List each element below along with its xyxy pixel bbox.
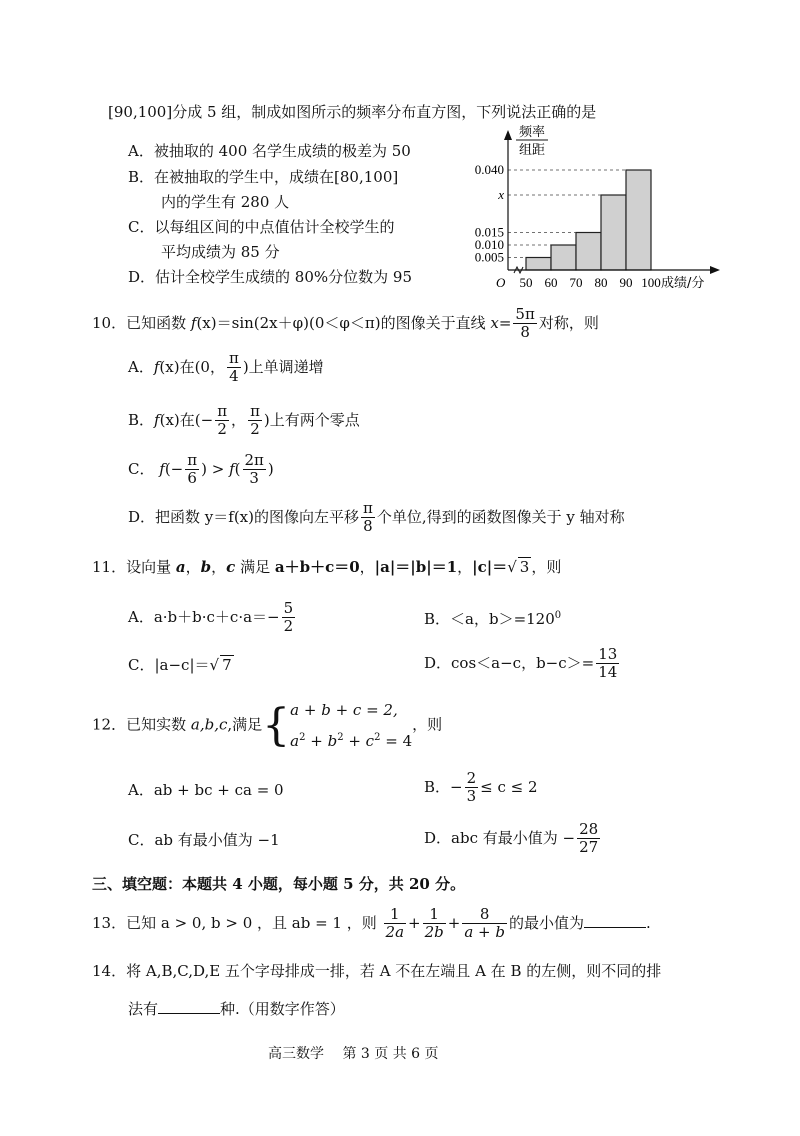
q12-option-c: C．ab 有最小值为 −1 xyxy=(128,831,280,849)
q13-frac1 xyxy=(384,906,407,942)
q10-c-open1: (− xyxy=(164,459,184,478)
q11-cond1: a＋b＋c＝0 xyxy=(274,558,360,576)
q11-option-a xyxy=(128,600,297,636)
q11-a-frac xyxy=(282,600,296,636)
q10-b-c: )上有两个零点 xyxy=(263,410,360,429)
q12-eq2-c: + b xyxy=(305,732,338,750)
q12-b-num: 2 xyxy=(466,769,477,787)
q13-answer-blank[interactable] xyxy=(584,913,646,928)
q10-c-den2: 3 xyxy=(249,469,259,488)
q11-stem-b: 满足 xyxy=(240,558,271,576)
q11-comma-4: ， xyxy=(457,558,473,576)
q10-a-c: )上单调递增 xyxy=(242,357,324,376)
q11-d-a: D．cos＜a−c，b−c＞= xyxy=(424,653,595,672)
q14-line2-b: 种.（用数字作答） xyxy=(220,1000,345,1018)
q12-eq2-f: 2 xyxy=(374,732,381,743)
x-tick-label-100: 100 xyxy=(641,275,661,290)
q12-left-brace: { xyxy=(262,699,291,751)
y-axis-arrow xyxy=(504,130,512,140)
q11-stem-c: ，则 xyxy=(531,558,562,576)
q10-stem-a: 已知函数 xyxy=(126,313,187,332)
q10-c-gt: ) > xyxy=(201,459,230,478)
q12-b-frac xyxy=(465,770,479,806)
q11-b-sup: 0 xyxy=(554,610,562,621)
q10-b-mid: ， xyxy=(231,410,247,429)
q10-a-den: 4 xyxy=(229,367,239,386)
q11-option-c: C．|a−c|＝√ 7 xyxy=(128,656,232,674)
y-tick-label-1: x xyxy=(498,187,504,202)
q11-vec-c: c xyxy=(226,558,236,576)
histogram-bar-80-90 xyxy=(601,195,626,270)
histogram-bar-50-60 xyxy=(526,258,551,271)
q11-cond2: |a|＝|b|＝1 xyxy=(374,558,458,576)
q10-b-num2: π xyxy=(250,402,260,420)
q10-d-den: 8 xyxy=(363,517,373,536)
q13-f2-den: 2b xyxy=(424,923,444,942)
x-axis-arrow xyxy=(710,266,720,274)
q12-d-a: D．abc 有最小值为 − xyxy=(424,828,576,847)
q13-f1-num: 1 xyxy=(384,906,407,924)
q12-option-d xyxy=(424,821,602,857)
q11-b-text: B．＜a，b＞=120 xyxy=(424,610,555,628)
q10-stem-f: f xyxy=(190,313,197,332)
q12-number: 12． xyxy=(92,715,127,734)
q11-d-num: 13 xyxy=(598,645,618,663)
q11-a-num: 5 xyxy=(283,599,294,617)
y-tick-label-3: 0.010 xyxy=(474,237,504,252)
x-axis-label: 成绩/分 xyxy=(661,276,705,291)
q13-stem-b: 的最小值为 xyxy=(509,913,585,932)
q10-stem-c: 对称，则 xyxy=(538,313,599,332)
x-tick-label-70: 70 xyxy=(569,275,583,290)
q10-b-f: f xyxy=(154,410,160,429)
q13-plus1: + xyxy=(408,913,421,932)
q12-eq2-a: a xyxy=(290,732,300,750)
q10-option-d xyxy=(128,500,625,536)
q13-f2-num: 1 xyxy=(423,906,446,924)
q12-stem-b: ,满足 xyxy=(227,715,263,734)
q10-option-c xyxy=(128,452,274,488)
q10-a-f: f xyxy=(153,357,160,376)
q9-option-a: A．被抽取的 400 名学生成绩的极差为 50 xyxy=(128,142,411,160)
q11-cond3: |c|＝ xyxy=(472,558,508,576)
q10-c-f1: f xyxy=(159,459,165,478)
q13-frac3 xyxy=(462,906,507,942)
x-tick-label-90: 90 xyxy=(619,275,633,290)
q10-b-frac2 xyxy=(248,403,262,439)
q12-stem-a: 已知实数 xyxy=(126,715,187,734)
q13-f3-den: a + b xyxy=(464,923,505,942)
q12-stem-c: ，则 xyxy=(412,715,443,734)
q10-a-num: π xyxy=(228,349,239,367)
q12-d-den: 27 xyxy=(579,838,599,857)
q10-c-open2: ( xyxy=(234,459,241,478)
q12-b-a: B．− xyxy=(424,777,463,796)
q10-b-b: (x)在(− xyxy=(159,410,214,429)
q10-b-num1: π xyxy=(217,402,228,420)
q11-option-d xyxy=(424,646,621,682)
q10-c-frac1 xyxy=(185,452,199,488)
q10-c-close: ) xyxy=(267,459,274,478)
q12-eq2 xyxy=(290,724,412,755)
q10-c-frac2 xyxy=(243,452,266,488)
histogram-bar-90-100 xyxy=(626,170,651,270)
q13-number: 13． xyxy=(92,913,127,932)
frequency-histogram xyxy=(458,120,728,300)
q10-c-den1: 6 xyxy=(187,469,197,488)
q11-vec-b: b xyxy=(200,558,212,576)
q10-c-f2: f xyxy=(229,459,235,478)
q13-stem-a: 已知 a > 0, b > 0 ，且 ab = 1 ，则 xyxy=(126,913,377,932)
q12-system xyxy=(290,696,412,755)
q12-eq1: a + b + c = 2, xyxy=(290,701,398,719)
q12-b-b: ≤ c ≤ 2 xyxy=(480,777,538,796)
q11-sqrt3: 3 xyxy=(519,558,530,576)
q12-option-a: A．ab + bc + ca = 0 xyxy=(128,781,284,799)
q12-d-num: 28 xyxy=(579,820,599,838)
q10-option-b xyxy=(128,403,360,439)
q12-eq2-d: 2 xyxy=(337,732,344,743)
q10-c-pre: C． xyxy=(128,459,155,478)
q10-b-pre: B． xyxy=(128,410,155,429)
q14-line1: 14．将 A,B,C,D,E 五个字母排成一排，若 A 不在左端且 A 在 B 的左侧，则不同的排 xyxy=(92,962,662,980)
q10-b-den2: 2 xyxy=(250,420,260,439)
y-axis-label-numerator: 频率 xyxy=(518,125,546,140)
x-tick-label-50: 50 xyxy=(519,275,533,290)
q11-stem: 11．设向量 a，b，c 满足 a＋b＋c＝0，|a|＝|b|＝1，|c|＝√ 3 ，则 xyxy=(92,558,562,576)
q10-c-num1: π xyxy=(187,451,198,469)
y-tick-label-4: 0.005 xyxy=(474,249,504,265)
x-axis-break xyxy=(514,267,523,273)
q11-comma-3: ， xyxy=(359,558,375,576)
q9-option-c-line1: C．以每组区间的中点值估计全校学生的 xyxy=(128,218,395,236)
origin-label: O xyxy=(496,275,506,290)
q10-d-frac xyxy=(361,500,375,536)
q11-stem-a: 设向量 xyxy=(126,558,172,576)
q10-number: 10． xyxy=(92,313,127,332)
q12-eq2-g: = 4 xyxy=(380,732,413,750)
q11-comma-1: ， xyxy=(185,558,201,576)
q12-vars: a,b,c xyxy=(190,715,228,734)
x-tick-label-80: 80 xyxy=(594,275,608,290)
q13-end: . xyxy=(646,913,651,932)
q9-option-d: D．估计全校学生成绩的 80%分位数为 95 xyxy=(128,268,412,286)
q9-stem-tail: [90,100]分成 5 组，制成如图所示的频率分布直方图，下列说法正确的是 xyxy=(108,103,597,121)
q11-c-sqrt: 7 xyxy=(222,656,232,674)
q10-d-b: 个单位,得到的函数图像关于 y 轴对称 xyxy=(376,507,625,526)
q10-frac-num: 5π xyxy=(515,305,535,323)
q13-f1-den: 2a xyxy=(385,923,405,942)
q10-frac-den: 8 xyxy=(520,323,530,342)
q13-plus2: + xyxy=(447,913,461,932)
q10-a-b: (x)在(0， xyxy=(159,357,225,376)
q10-stem-b: (x)＝sin(2x＋φ)(0＜φ＜π)的图像关于直线 xyxy=(196,313,486,332)
q10-c-num2: 2π xyxy=(244,451,264,469)
q10-a-pre: A． xyxy=(128,357,154,376)
q10-frac-5pi-8 xyxy=(513,306,536,342)
q11-a-a: A．a·b＋b·c＋c·a＝− xyxy=(128,607,280,626)
q12-eq2-e: + c xyxy=(343,732,375,750)
q11-a-den: 2 xyxy=(283,617,294,636)
histogram-bar-70-80 xyxy=(576,233,601,271)
q10-b-den1: 2 xyxy=(217,420,227,439)
q9-option-b-line1: B．在被抽取的学生中，成绩在[80,100] xyxy=(128,168,399,186)
q9-option-b-line2: 内的学生有 280 人 xyxy=(161,193,290,211)
page-footer: 高三数学 第 3 页 共 6 页 xyxy=(268,1046,439,1062)
q12-option-b xyxy=(424,770,538,806)
x-tick-label-60: 60 xyxy=(544,275,558,290)
q11-d-frac xyxy=(596,646,619,682)
q12-stem xyxy=(92,696,442,755)
q13-stem xyxy=(92,906,651,942)
q10-a-frac xyxy=(227,350,241,386)
q14-line2 xyxy=(128,998,345,1019)
q11-number: 11． xyxy=(92,558,127,576)
q12-b-den: 3 xyxy=(466,787,477,806)
q13-frac2 xyxy=(423,906,446,942)
q14-line2-a: 法有 xyxy=(128,1000,159,1018)
y-tick-label-0: 0.040 xyxy=(474,162,504,177)
q14-answer-blank[interactable] xyxy=(158,999,220,1014)
histogram-bar-60-70 xyxy=(551,245,576,270)
q11-d-den: 14 xyxy=(598,663,618,682)
q12-d-frac xyxy=(577,821,600,857)
q10-d-num: π xyxy=(363,499,373,517)
q12-eq2-b: 2 xyxy=(299,732,306,743)
y-tick-label-2: 0.015 xyxy=(474,224,504,240)
q10-option-a xyxy=(128,350,324,386)
q10-stem xyxy=(92,306,599,342)
q11-comma-2: ， xyxy=(211,558,227,576)
q11-vec-a: a xyxy=(175,558,186,576)
y-axis-label-denominator: 组距 xyxy=(518,143,546,158)
q11-option-b xyxy=(424,608,561,629)
q10-stem-x: x xyxy=(490,313,499,332)
q13-f3-num: 8 xyxy=(462,906,507,924)
q9-option-c-line2: 平均成绩为 85 分 xyxy=(161,243,280,261)
section-3-heading: 三、填空题：本题共 4 小题，每小题 5 分，共 20 分。 xyxy=(92,875,466,893)
q10-b-frac1 xyxy=(215,403,229,439)
q11-c-a: C．|a−c|＝ xyxy=(128,656,210,674)
q10-d-a: D．把函数 y＝f(x)的图像向左平移 xyxy=(128,507,359,526)
q10-stem-eq: = xyxy=(498,313,512,332)
